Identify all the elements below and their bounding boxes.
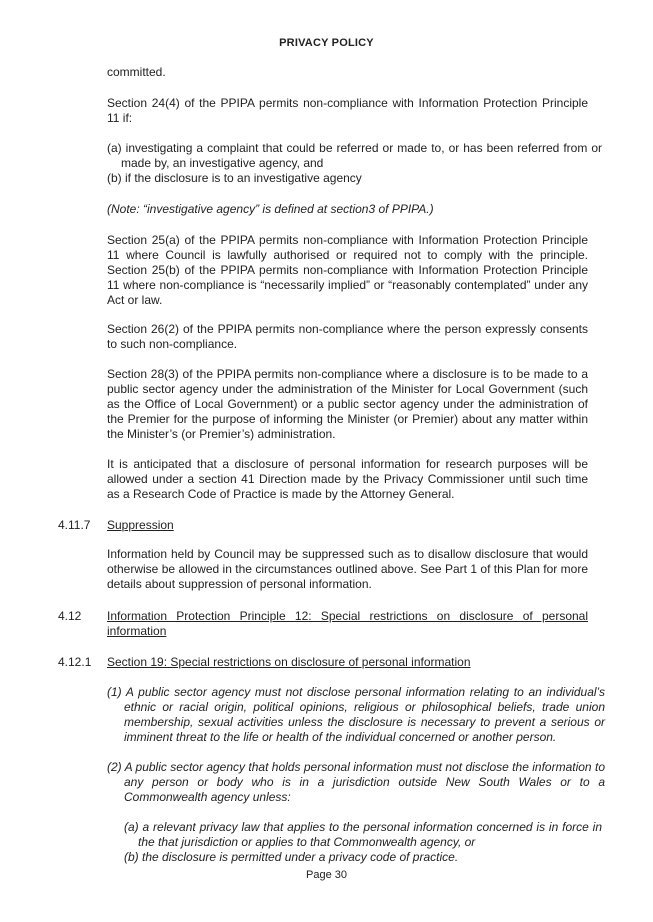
page-header: PRIVACY POLICY: [279, 37, 374, 49]
paragraph-note: (Note: “investigative agency” is defined at section3 of PPIPA.): [107, 202, 434, 216]
paragraph-section-28: Section 28(3) of the PPIPA permits non-compliance where a disclosure is to be made to a public sector agency under the administration of the Minister for Local Government (such as the Office of Local Government) or a public sector agency under the administration of the Premier for the purpose of informing the Minister (or Premier) about any matter within the Minister’s (or Premier’s) administration.: [107, 367, 588, 441]
section-title-ipp12: Information Protection Principle 12: Special restrictions on disclosure of personal information: [107, 609, 588, 638]
paragraph-section-25: Section 25(a) of the PPIPA permits non-compliance with Information Protection Principle 11 where Council is lawfully authorised or required not to comply with the principle. Section 25(b) of the PPIPA permits non-compliance with Information Protection Principle 11 where non-compliance is “necessarily implied” or “reasonably contemplated” under any Act or law.: [107, 233, 588, 307]
paragraph-section-24-intro: Section 24(4) of the PPIPA permits non-compliance with Information Protection Principle 11 if:: [107, 96, 588, 125]
section-number-4-11-7: 4.11.7: [58, 518, 91, 532]
section-title-section-19: Section 19: Special restrictions on disclosure of personal information: [107, 655, 471, 669]
paragraph-section-26: Section 26(2) of the PPIPA permits non-compliance where the person expressly consents to such non-compliance.: [107, 322, 588, 351]
quote-item-2a: (a) a relevant privacy law that applies to the personal information concerned is in force in the that jurisdiction or applies to that Commonwealth agency, or: [124, 820, 602, 849]
paragraph-suppression: Information held by Council may be suppressed such as to disallow disclosure that would otherwise be allowed in the circumstances outlined above. See Part 1 of this Plan for more details about suppression of personal information.: [107, 547, 588, 591]
section-title-suppression: Suppression: [107, 518, 174, 532]
section-number-4-12: 4.12: [58, 609, 82, 623]
paragraph-research: It is anticipated that a disclosure of personal information for research purposes will be allowed under a section 41 Direction made by the Privacy Commissioner until such time as a Research Code of Practice is made by the Attorney General.: [107, 457, 588, 501]
quote-item-2b: (b) the disclosure is permitted under a privacy code of practice.: [124, 850, 459, 864]
list-item-24a: (a) investigating a complaint that could be referred or made to, or has been referred from or made by, an investigative agency, and: [107, 141, 602, 170]
paragraph-committed: committed.: [107, 65, 166, 79]
quote-item-1: (1) A public sector agency must not disclose personal information relating to an individual’s ethnic or racial origin, political opinions, religious or philosophical beliefs, trade union membership, sexual activities unless the disclosure is necessary to prevent a serious or imminent threat to the life or health of the individual concerned or another person.: [107, 685, 605, 744]
quote-item-2: (2) A public sector agency that holds personal information must not disclose the information to any person or body who is in a jurisdiction outside New South Wales or to a Commonwealth agency unless:: [107, 760, 605, 804]
list-item-24b: (b) if the disclosure is to an investigative agency: [107, 171, 362, 185]
page-number: Page 30: [306, 869, 347, 881]
section-number-4-12-1: 4.12.1: [58, 655, 92, 669]
